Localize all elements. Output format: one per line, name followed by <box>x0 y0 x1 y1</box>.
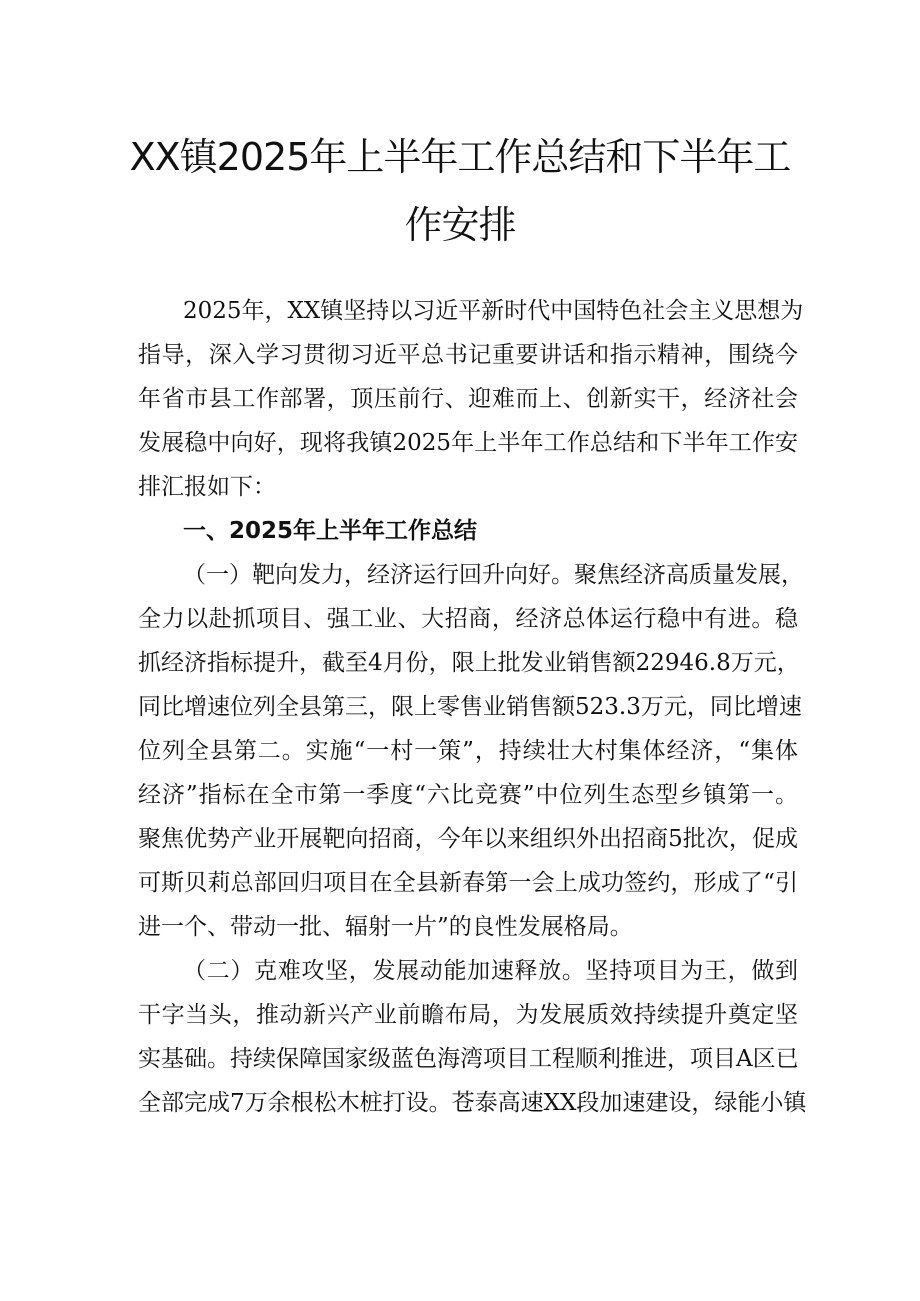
para1-line-9: 进一个、带动一批、辐射一片”的良性发展格局。 <box>138 914 633 940</box>
para1-line-1: （一）靶向发力，经济运行回升向好。聚焦经济高质量发展， <box>183 562 804 588</box>
para1-line-7: 聚焦优势产业开展靶向招商，今年以来组织外出招商5批次，促成 <box>138 826 798 852</box>
document-title-line-1: XX镇2025年上半年工作总结和下半年工 <box>129 135 791 179</box>
intro-line-1: 2025年，XX镇坚持以习近平新时代中国特色社会主义思想为 <box>183 298 804 324</box>
para1-line-5: 位列全县第二。实施“一村一策”，持续壮大村集体经济，“集体 <box>138 738 798 764</box>
para1-line-4: 同比增速位列全县第三，限上零售业销售额523.3万元，同比增速 <box>138 694 802 720</box>
para1-line-6: 经济”指标在全市第一季度“六比竞赛”中位列生态型乡镇第一。 <box>138 782 798 808</box>
intro-line-5: 排汇报如下： <box>138 474 276 500</box>
para2-line-4: 全部完成7万余根松木桩打设。苍泰高速XX段加速建设，绿能小镇 <box>138 1090 807 1116</box>
para1-line-8: 可斯贝莉总部回归项目在全县新春第一会上成功签约，形成了“引 <box>138 870 798 896</box>
section-heading: 一、2025年上半年工作总结 <box>183 518 478 544</box>
intro-line-3: 年省市县工作部署，顶压前行、迎难而上、创新实干，经济社会 <box>138 386 798 412</box>
intro-line-2: 指导，深入学习贯彻习近平总书记重要讲话和指示精神，围绕今 <box>138 342 798 368</box>
document-title-line-2: 作安排 <box>404 203 516 247</box>
para2-line-1: （二）克难攻坚，发展动能加速释放。坚持项目为王，做到 <box>183 958 798 984</box>
intro-line-4: 发展稳中向好，现将我镇2025年上半年工作总结和下半年工作安 <box>138 430 798 456</box>
para2-line-2: 干字当头，推动新兴产业前瞻布局，为发展质效持续提升奠定坚 <box>138 1002 798 1028</box>
para1-line-3: 抓经济指标提升，截至4月份，限上批发业销售额22946.8万元， <box>138 650 800 676</box>
para1-line-2: 全力以赴抓项目、强工业、大招商，经济总体运行稳中有进。稳 <box>138 606 798 632</box>
para2-line-3: 实基础。持续保障国家级蓝色海湾项目工程顺利推进，项目A区已 <box>138 1046 799 1072</box>
